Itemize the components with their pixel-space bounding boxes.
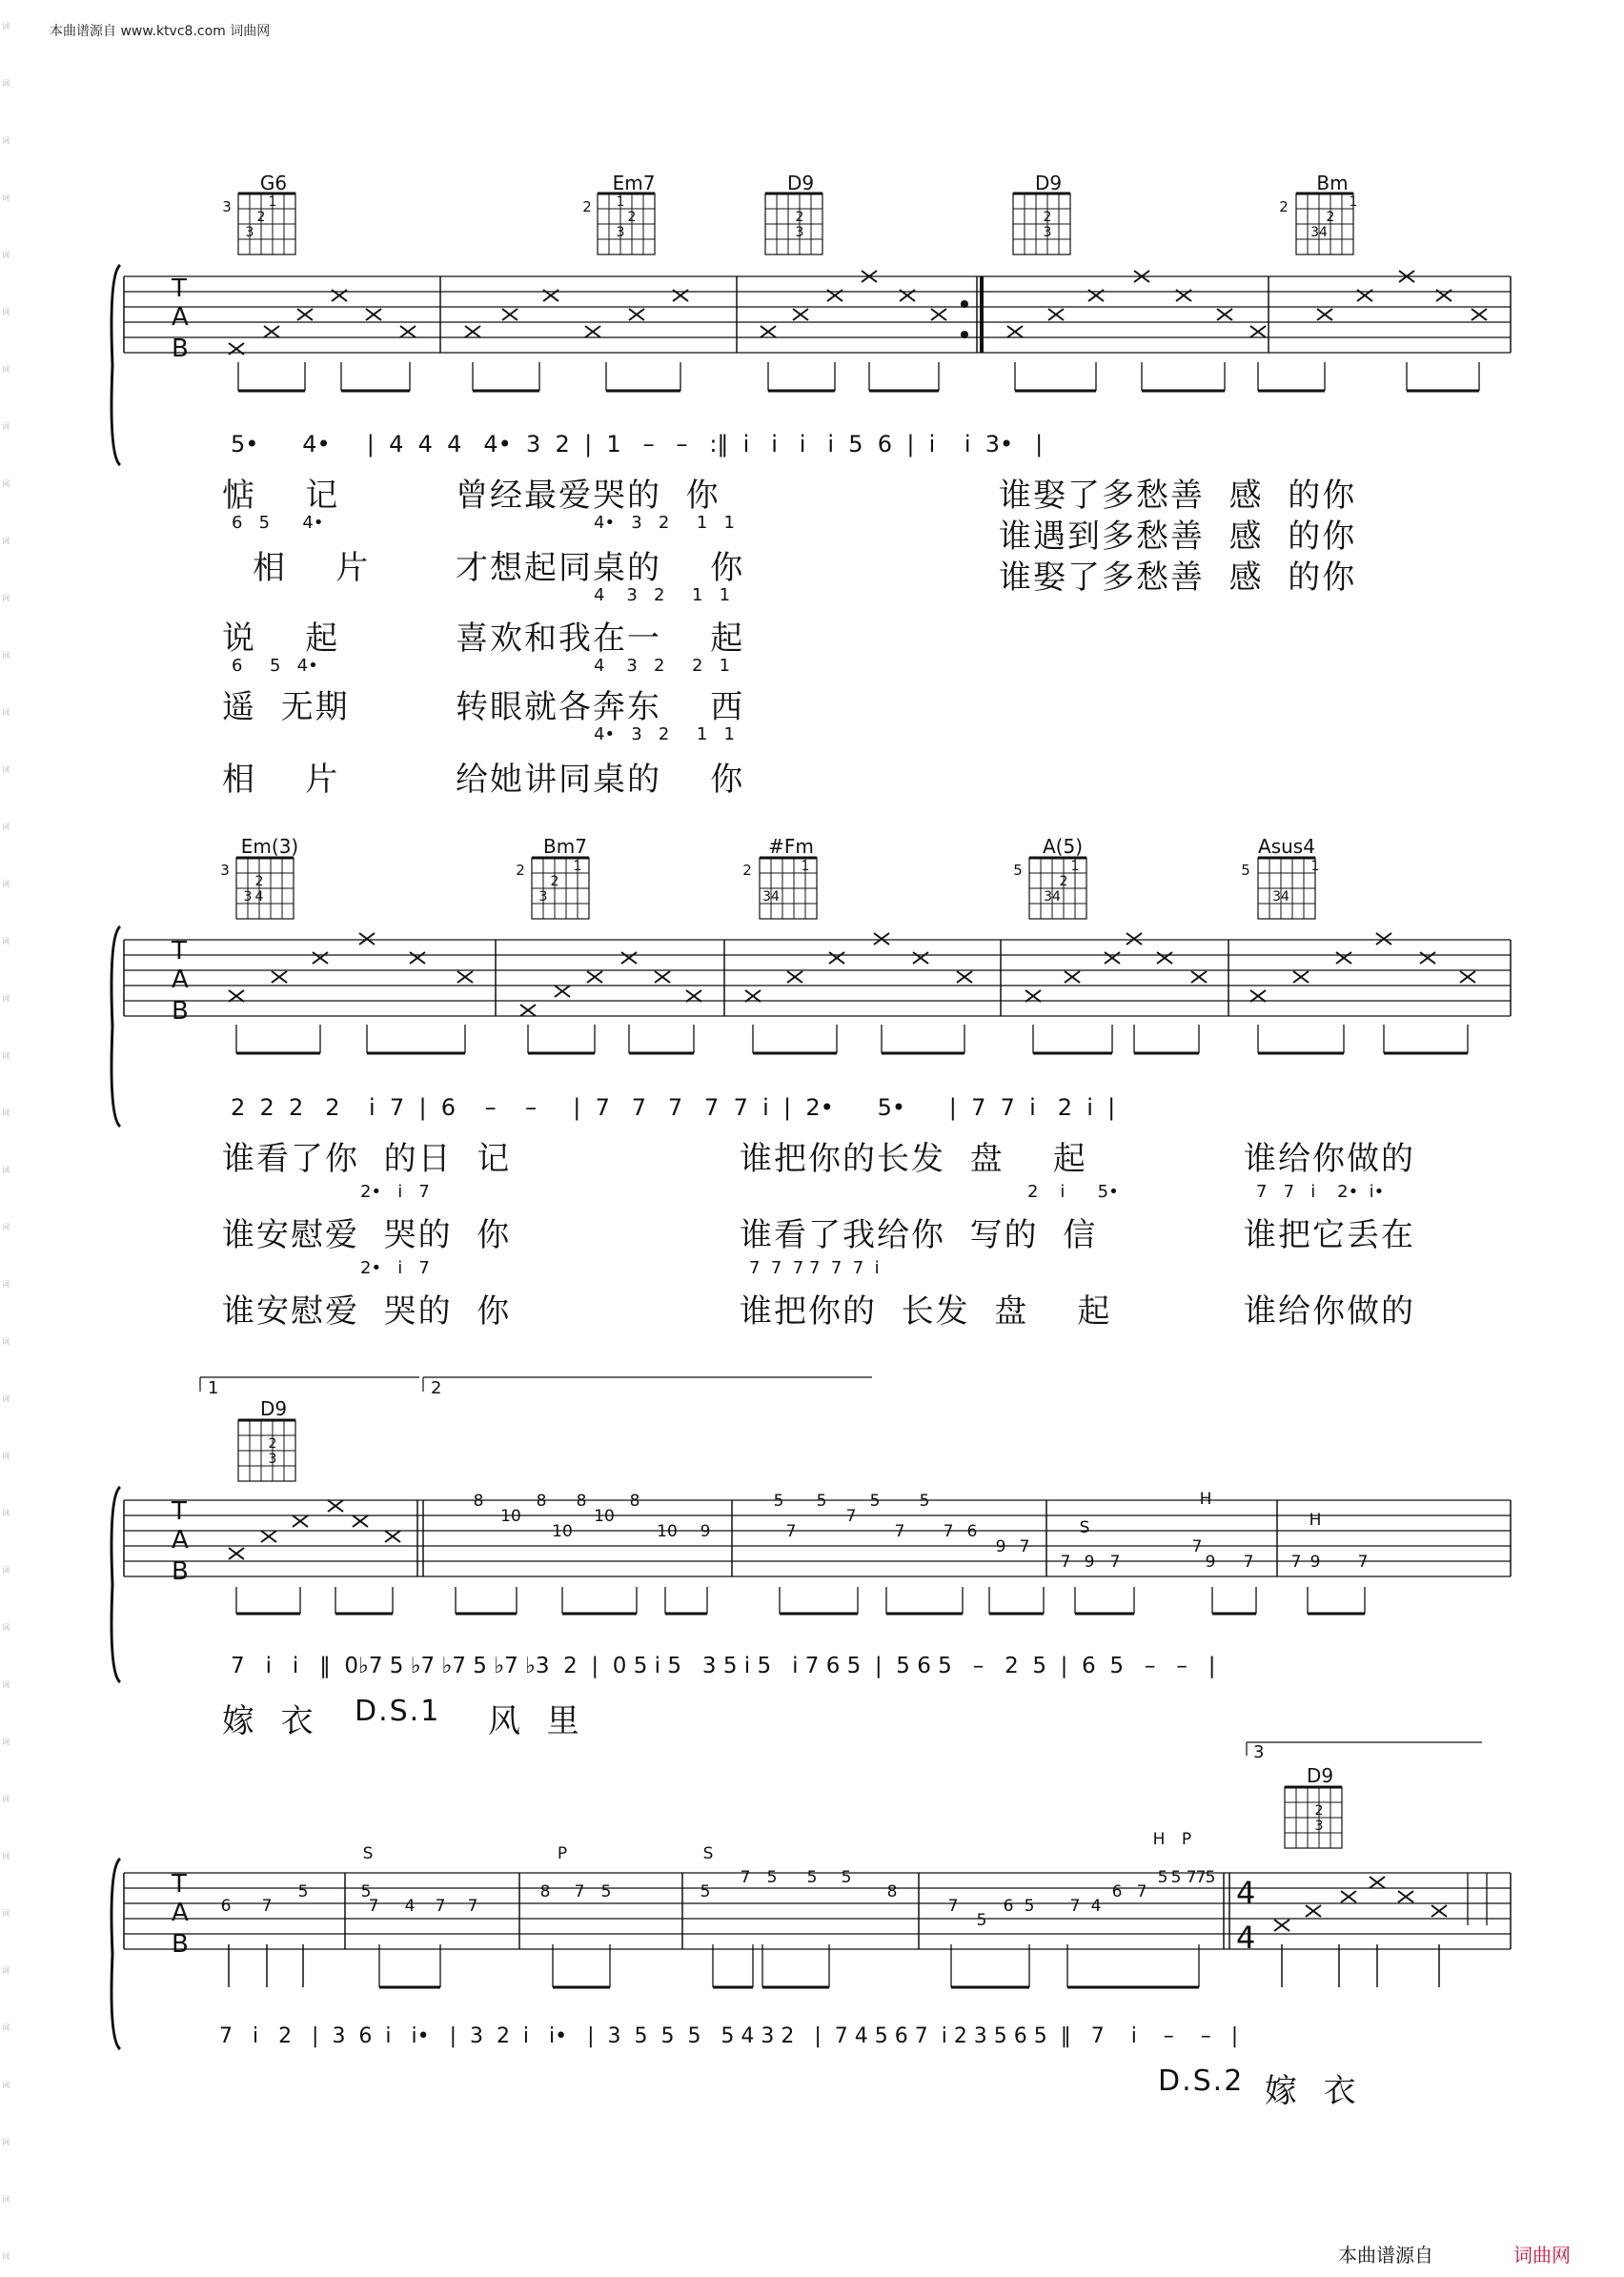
chord-name: A(5)	[1042, 835, 1083, 858]
watermark-mark: 词	[2, 2195, 10, 2204]
tab-fret-number: 4	[1090, 1897, 1102, 1916]
tab-fret-number: 4	[404, 1897, 416, 1916]
chord-finger: 2	[1043, 210, 1052, 225]
tab-fret-number: 7	[1109, 1553, 1121, 1572]
footer-site: 词曲网	[1513, 2244, 1571, 2267]
tab-letter: T	[172, 274, 187, 303]
tab-letter: B	[172, 1557, 189, 1586]
lyric-line: 说 起	[222, 620, 340, 658]
tab-fret-number: 8	[629, 1492, 640, 1511]
tab-fret-number: 8	[886, 1882, 898, 1901]
tab-fret-number: 9	[1205, 1553, 1216, 1572]
tab-fret-number: 5	[773, 1492, 784, 1511]
chord-finger: 1	[573, 859, 582, 874]
chord-fret-number: 2	[742, 862, 752, 879]
tab-fret-number: 5	[1024, 1897, 1035, 1916]
tab-fret-number: 7	[1186, 1868, 1197, 1887]
chord-name: G6	[259, 172, 288, 194]
volta-label: 3	[1253, 1742, 1265, 1762]
tab-letter: B	[172, 335, 189, 363]
tab-letter: T	[172, 1870, 187, 1899]
chord-finger: 1	[268, 194, 277, 210]
chord-name: D9	[1034, 172, 1063, 194]
sub-notation: 4 3 2 1 1	[594, 585, 731, 605]
lyric-line: 遥 无期	[222, 688, 350, 726]
chord-finger: 2	[795, 210, 804, 225]
sub-notation: 2• i 7	[360, 1182, 430, 1202]
tab-fret-number: 7	[845, 1507, 857, 1526]
system-brace	[112, 1859, 120, 2049]
chord-finger: 2	[1326, 210, 1335, 225]
lyric-line: 嫁 衣	[222, 1702, 315, 1740]
tab-fret-number: 7	[1195, 1868, 1207, 1887]
chord-finger: 1	[1349, 194, 1358, 210]
chord-finger: 2	[1314, 1803, 1324, 1819]
chord-name: #Fm	[768, 835, 814, 858]
tab-fret-number: 7	[947, 1897, 959, 1916]
tab-fret-number: 6	[966, 1522, 978, 1541]
lyric-line: 风 里	[488, 1702, 581, 1740]
tab-fret-number: 5	[600, 1882, 612, 1901]
ds-marking: D.S.1	[355, 1695, 441, 1728]
watermark-mark: 词	[2, 823, 10, 831]
chord-finger: 4	[254, 889, 264, 905]
sub-notation: 6 5 4•	[232, 656, 318, 676]
chord-name: Em(3)	[240, 835, 299, 858]
technique-mark: S	[362, 1844, 374, 1863]
sub-notation: 6 5 4•	[232, 513, 324, 533]
chord-fret-number: 5	[1241, 862, 1250, 879]
watermark-mark: 词	[2, 1108, 10, 1117]
watermark-mark: 词	[2, 1909, 10, 1918]
chord-fret-number: 2	[582, 198, 592, 215]
chord-name: Bm7	[543, 835, 587, 858]
tab-fret-number: 7	[1191, 1537, 1203, 1556]
tab-fret-number: 9	[1084, 1553, 1095, 1572]
volta-label: 2	[431, 1378, 442, 1398]
tab-fret-number: 9	[995, 1537, 1006, 1556]
tab-fret-number: 7	[943, 1522, 954, 1541]
tab-fret-number: 7	[1243, 1553, 1254, 1572]
watermark-mark: 词	[2, 937, 10, 945]
tab-letter: T	[172, 937, 187, 966]
chord-finger: 34	[1044, 889, 1061, 905]
tab-fret-number: 5	[806, 1868, 818, 1887]
chord-fret-number: 3	[222, 198, 232, 215]
technique-mark: H	[1309, 1511, 1322, 1530]
watermark-mark: 词	[2, 1566, 10, 1575]
tab-fret-number: 6	[1003, 1897, 1014, 1916]
lyric-line: 谁把你的 长发 盘 起	[740, 1292, 1112, 1331]
watermark-mark: 词	[2, 994, 10, 1003]
chord-finger: 1	[801, 859, 810, 874]
system-brace	[112, 265, 120, 465]
chord-finger: 3	[1314, 1819, 1324, 1834]
watermark-mark: 词	[2, 1337, 10, 1346]
watermark-mark: 词	[2, 422, 10, 431]
lyric-line: 谁娶了多愁善 感 的你	[999, 559, 1357, 597]
watermark-mark: 词	[2, 1394, 10, 1403]
lyric-line: 相 片	[222, 761, 340, 799]
lyric-line: 喜欢和我在一 起	[456, 620, 745, 658]
watermark-mark: 词	[2, 594, 10, 602]
watermark-mark: 词	[2, 1051, 10, 1060]
chord-finger: 2	[256, 210, 266, 225]
watermark-mark: 词	[2, 2023, 10, 2032]
watermark-mark: 词	[2, 2138, 10, 2146]
watermark-mark: 词	[2, 2081, 10, 2089]
tab-fret-number: 7	[894, 1522, 905, 1541]
watermark-mark: 词	[2, 136, 10, 145]
footer-source: 本曲谱源自	[1338, 2244, 1433, 2267]
lyric-line: 曾经最爱哭的 你	[456, 477, 721, 515]
watermark-mark: 词	[2, 708, 10, 717]
watermark-mark: 词	[2, 651, 10, 660]
lyric-line: 转眼就各奔东 西	[456, 688, 745, 726]
repeat-dot	[961, 331, 968, 338]
lyric-line: 谁看了我给你 写的 信	[740, 1216, 1098, 1254]
watermark-mark: 词	[2, 479, 10, 488]
tab-fret-number: 7	[1069, 1897, 1081, 1916]
tab-fret-number: 7	[261, 1897, 273, 1916]
volta-label: 1	[208, 1378, 219, 1398]
watermark-mark: 词	[2, 1223, 10, 1231]
chord-finger: 34	[1272, 889, 1289, 905]
source-header: 本曲谱源自 www.ktvc8.com 词曲网	[50, 24, 271, 39]
tab-fret-number: 5	[297, 1882, 309, 1901]
watermark-mark: 词	[2, 1623, 10, 1632]
sub-notation: 7 7 7 7 7 7 i	[749, 1258, 880, 1278]
tab-fret-number: 6	[1111, 1882, 1123, 1901]
tab-fret-number: 7	[368, 1897, 379, 1916]
chord-finger: 3	[538, 889, 548, 905]
technique-mark: S	[702, 1844, 714, 1863]
watermark-mark: 词	[2, 1966, 10, 1975]
watermark-mark: 词	[2, 22, 10, 30]
lyric-line: 谁安慰爱 哭的 你	[222, 1216, 512, 1254]
lyric-line: 谁给你做的	[1244, 1292, 1415, 1331]
sub-notation: 4• 3 2 1 1	[594, 513, 735, 533]
chord-finger: 3	[795, 225, 804, 240]
tab-fret-number: 7	[435, 1897, 446, 1916]
chord-name: D9	[1306, 1764, 1334, 1787]
tab-fret-number: 5	[766, 1868, 778, 1887]
chord-finger: 3	[268, 1452, 277, 1467]
sub-notation: 2 i 5•	[1027, 1182, 1119, 1202]
watermark-mark: 词	[2, 193, 10, 202]
chord-name: Em7	[612, 172, 656, 194]
tab-fret-number: 8	[539, 1882, 551, 1901]
tab-letter: A	[172, 966, 189, 994]
numbered-notation: 5• 4• | 4 4 4 4• 3 2 | 1 – – :‖ i i i i 5 6 | i i 3• |	[231, 431, 1044, 457]
tab-fret-number: 7	[1136, 1882, 1147, 1901]
tab-letter: B	[172, 997, 189, 1026]
tab-fret-number: 10	[500, 1507, 521, 1526]
technique-mark: P	[1181, 1830, 1192, 1849]
tab-fret-number: 7	[1019, 1537, 1030, 1556]
chord-name: Bm	[1316, 172, 1349, 194]
lyric-line: 惦 记	[222, 477, 340, 515]
tab-fret-number: 7	[785, 1522, 797, 1541]
chord-finger: 2	[1059, 874, 1068, 889]
chord-fret-number: 5	[1013, 862, 1023, 879]
chord-finger: 3	[1043, 225, 1052, 240]
tab-letter: A	[172, 1899, 189, 1927]
repeat-dot	[961, 300, 968, 308]
watermark-mark: 词	[2, 1738, 10, 1746]
tab-fret-number: 5	[919, 1492, 930, 1511]
watermark-mark: 词	[2, 365, 10, 374]
lyric-line: 相 片	[253, 549, 371, 587]
tab-fret-number: 5	[1205, 1868, 1216, 1887]
sub-notation: 4• 3 2 1 1	[594, 724, 735, 744]
tab-fret-number: 9	[1309, 1553, 1321, 1572]
sub-notation: 2• i 7	[360, 1258, 430, 1278]
tab-fret-number: 7	[1060, 1553, 1071, 1572]
chord-finger: 2	[268, 1436, 277, 1452]
tab-fret-number: 5	[976, 1911, 987, 1930]
time-signature-top: 4	[1236, 1875, 1256, 1911]
chord-finger: 34	[1310, 225, 1328, 240]
chord-finger: 2	[550, 874, 559, 889]
sub-notation: 7 7 i 2• i•	[1256, 1182, 1385, 1202]
tab-fret-number: 8	[536, 1492, 547, 1511]
lyric-line: 谁把它丢在	[1244, 1216, 1415, 1254]
tab-fret-number: 5	[816, 1492, 827, 1511]
chord-finger: 34	[762, 889, 780, 905]
tab-fret-number: 10	[657, 1522, 678, 1541]
chord-finger: 3	[616, 225, 625, 240]
ds-marking: D.S.2	[1158, 2064, 1245, 2098]
lyric-line: 嫁 衣	[1265, 2072, 1358, 2110]
watermark-mark: 词	[2, 765, 10, 774]
system-brace	[112, 926, 120, 1127]
watermark-mark: 词	[2, 1452, 10, 1460]
lyric-line: 给她讲同桌的 你	[456, 761, 745, 799]
chord-finger: 3	[243, 889, 253, 905]
tab-fret-number: 8	[473, 1492, 484, 1511]
lyric-line: 谁娶了多愁善 感 的你	[999, 477, 1357, 515]
tab-letter: A	[172, 303, 189, 332]
tab-fret-number: 9	[700, 1522, 711, 1541]
tab-fret-number: 5	[841, 1868, 852, 1887]
watermark-mark: 词	[2, 1166, 10, 1174]
chord-finger: 1	[616, 194, 625, 210]
watermark-mark: 词	[2, 1280, 10, 1289]
chord-fret-number: 3	[220, 862, 230, 879]
lyric-line: 谁给你做的	[1244, 1140, 1415, 1178]
tab-fret-number: 7	[1290, 1553, 1302, 1572]
sub-notation: 4 3 2 2 1	[594, 656, 731, 676]
tab-fret-number: 7	[740, 1868, 751, 1887]
tab-fret-number: 5	[869, 1492, 881, 1511]
tab-fret-number: 8	[576, 1492, 587, 1511]
watermark-mark: 词	[2, 251, 10, 259]
lyric-line: 谁看了你 的日 记	[222, 1140, 512, 1178]
watermark-mark: 词	[2, 1680, 10, 1689]
technique-mark: S	[1079, 1518, 1090, 1537]
tab-fret-number: 5	[700, 1882, 711, 1901]
lyric-line: 才想起同桌的 你	[456, 549, 745, 587]
tab-fret-number: 7	[1357, 1553, 1369, 1572]
chord-name: D9	[786, 172, 815, 194]
watermark-mark: 词	[2, 308, 10, 316]
technique-mark: H	[1199, 1490, 1212, 1509]
chord-finger: 1	[1070, 859, 1080, 874]
tab-letter: A	[172, 1526, 189, 1555]
chord-finger: 2	[627, 210, 637, 225]
watermark-mark: 词	[2, 79, 10, 88]
lyric-line: 谁把你的长发 盘 起	[740, 1140, 1087, 1178]
tab-fret-number: 7	[574, 1882, 585, 1901]
numbered-notation: 2 2 2 2 i 7 | 6 – – | 7 7 7 7 7 i | 2• 5• | 7 7 i 2 i |	[231, 1094, 1116, 1121]
technique-mark: H	[1152, 1830, 1166, 1849]
watermark-mark: 词	[2, 537, 10, 545]
watermark-mark: 词	[2, 1852, 10, 1860]
tab-fret-number: 6	[220, 1897, 232, 1916]
time-signature-bottom: 4	[1236, 1920, 1256, 1956]
chord-fret-number: 2	[516, 862, 525, 879]
tab-fret-number: 5	[360, 1882, 372, 1901]
numbered-notation: 7 i i ‖ 0♭7 5 ♭7 ♭7 5 ♭7 ♭3 2 | 0 5 i 5 3 5 i 5 i 7 6 5 | 5 6 5 – 2 5 | 6 5 – – |	[231, 1654, 1216, 1678]
watermark-mark: 词	[2, 1509, 10, 1517]
tab-fret-number: 5	[1157, 1868, 1168, 1887]
system-brace	[112, 1487, 120, 1682]
lyric-line: 谁安慰爱 哭的 你	[222, 1292, 512, 1331]
chord-finger: 2	[254, 874, 264, 889]
lyric-line: 谁遇到多愁善 感 的你	[999, 518, 1357, 556]
watermark-mark: 词	[2, 1795, 10, 1803]
tab-fret-number: 10	[594, 1507, 615, 1526]
chord-fret-number: 2	[1279, 198, 1289, 215]
watermark-mark: 词	[2, 2252, 10, 2261]
chord-name: Asus4	[1258, 835, 1315, 858]
chord-finger: 1	[1310, 859, 1320, 874]
tab-letter: B	[172, 1930, 189, 1959]
watermark-mark: 词	[2, 880, 10, 888]
technique-mark: P	[557, 1844, 568, 1863]
chord-name: D9	[259, 1397, 288, 1420]
tab-fret-number: 5	[1170, 1868, 1182, 1887]
chord-finger: 3	[245, 225, 254, 240]
tab-fret-number: 10	[552, 1522, 573, 1541]
tab-letter: T	[172, 1497, 187, 1526]
tab-fret-number: 7	[467, 1897, 478, 1916]
numbered-notation: 7 i 2 | 3 6 i i• | 3 2 i i• | 3 5 5 5 5 4 3 2 | 7 4 5 6 7 i 2 3 5 6 5 ‖ 7 i – – |	[219, 2024, 1239, 2048]
